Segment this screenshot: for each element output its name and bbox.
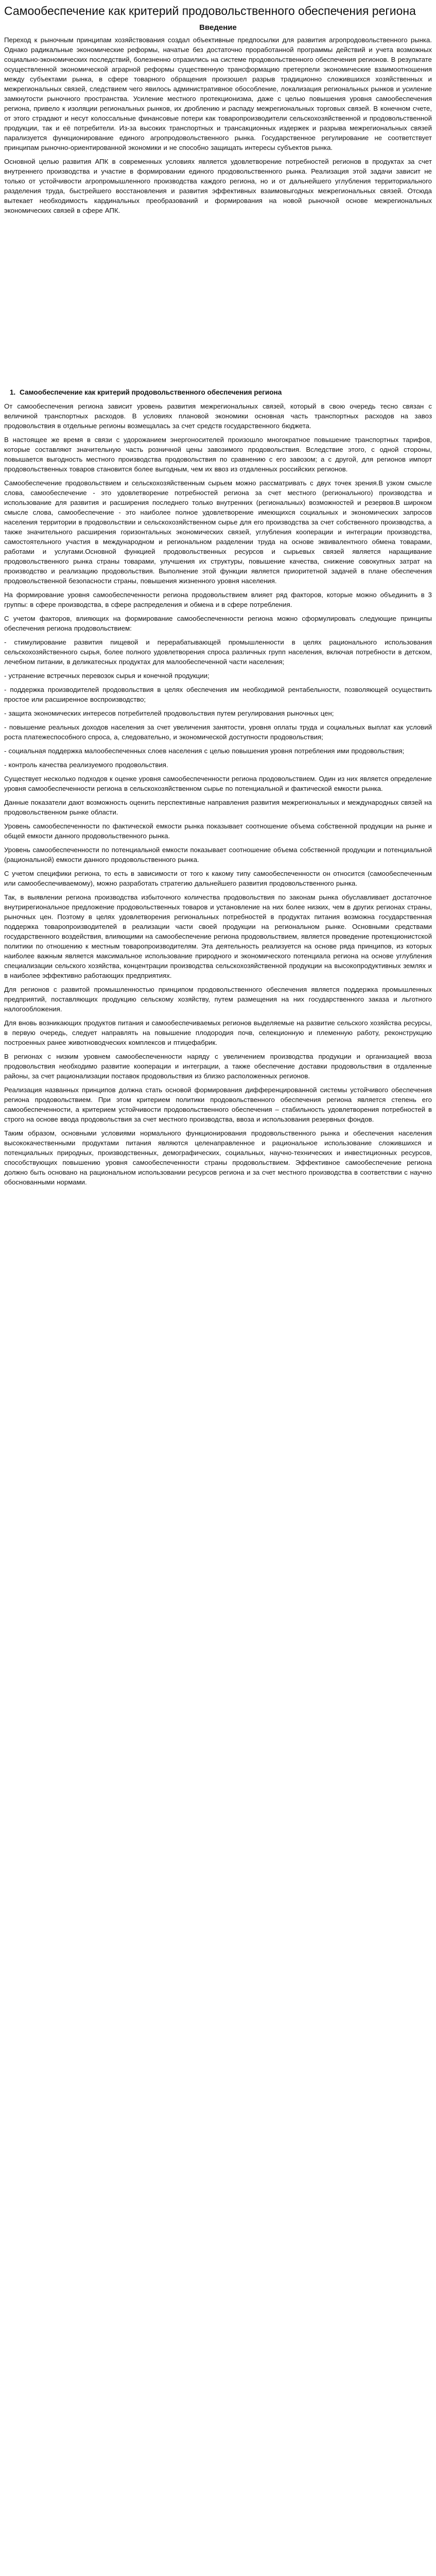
section-paragraph: Для вновь возникающих продуктов питания и самообеспечиваемых регионов выделяемые на развитие сельского хозяйства ресурсы, в первую очередь, следует направлять на повышение плодородия почв, селекционную и племенную работу, реконструкцию построенных ранее животноводческих комплексов и птицефабрик. xyxy=(4,1019,432,1046)
section-paragraph: - устранение встречных перевозок сырья и конечной продукции; xyxy=(4,672,210,680)
section-heading-list xyxy=(4,388,432,396)
section-paragraph: - социальная поддержка малообеспеченных слоев населения с целью повышения уровня потребления ими продовольствия; xyxy=(4,747,405,755)
section-paragraph: Реализация названных принципов должна стать основой формирования дифференцированной системы устойчивого обеспечения региона продовольствием. При этом критерием политики продовольственного обеспечения региона является степень его самообеспеченности, а критерием устойчивости продовольственного обеспечения – стабильность удовлетворения потребностей в строго на основе ввода продовольствия за счет местного производства, ввоза и использования резервных фондов. xyxy=(4,1086,432,1123)
section-paragraph: Уровень самообеспеченности по потенциальной емкости показывает соотношение объема собственной продукции и потенциальной (рациональной) емкости данного продовольственного рынка. xyxy=(4,846,432,863)
section-paragraph: - контроль качества реализуемого продовольствия. xyxy=(4,761,168,769)
section-paragraph: На формирование уровня самообеспеченности региона продовольствием влияет ряд факторов, которые можно объединить в 3 группы: в сфере производства, в сфере распределения и обмена и в сфере потребления. xyxy=(4,591,432,608)
page-title: Самообеспечение как критерий продовольственного обеспечения региона xyxy=(4,4,416,18)
section-paragraph: - повышение реальных доходов населения за счет увеличения занятости, уровня оплаты труда и социальных выплат как условий роста платежеспособного спроса, а, следовательно, и экономической доступности продовольствия; xyxy=(4,723,432,741)
section-paragraph: - поддержка производителей продовольствия в целях обеспечения им необходимой рентабельности, позволяющей осуществить простое или расширенное воспроизводство; xyxy=(4,686,432,703)
section-paragraph: Уровень самообеспеченности по фактической емкости рынка показывает соотношение объема собственной продукции на рынке и общей емкости данного продовольственного рынка. xyxy=(4,822,432,840)
intro-paragraph: Основной целью развития АПК в современных условиях является удовлетворение потребностей регионов в продуктах за счет внутреннего производства и участие в формировании единого продовольственного рынка. Реализация этой задачи зависит не только от устойчивости агропромышленного производства каждого региона, но и от дальнейшего углубления территориального разделения труда, быстрейшего восстановления и развития эффективных взаимовыгодных межрегиональных связей. Отсюда вытекает необходимость кардинальных преобразований и формирования на новой рыночной основе межрегиональных экономических связей в сфере АПК. xyxy=(4,158,432,214)
intro-paragraph: Переход к рыночным принципам хозяйствования создал объективные предпосылки для развития агропродовольственного рынка. Однако радикальные экономические реформы, начатые без достаточно проработанной программы действий и учета возможных социально-экономических последствий, болезненно отразились на системе продовольственного обеспечения регионов. В результате осуществленной экономической аграрной реформы существенную трансформацию претерпели экономические взаимоотношения между субъектами рынка, в сфере товарного обращения произошел разрыв традиционно сложившихся хозяйственных и межрегиональных связей, следствием чего явилось административное обособление, локализация региональных рынков и усиление замкнутости рыночного пространства. Усиление местного протекционизма, даже с целью повышения уровня самообеспечения региона, привело к изоляции региональных рынков, их дроблению и распаду межрегиональных торговых связей. В конечном счете, от этого страдают и несут колоссальные финансовые потери как товаропроизводители сельскохозяйственной и продовольственной продукции, так и её потребители. Из-за высоких транспортных и трансакционных издержек и разрыва межрегиональных связей парализуется функционирование единого агропродовольственного рынка. Государственное регулирование не соответствует принципам рыночно-ориентированной экономики и не способно защищать интересы субъектов рынка. xyxy=(4,36,432,151)
section-paragraph: - стимулирование развития пищевой и перерабатывающей промышленности в целях рационального использования сельскохозяйственного сырья, более полного удовлетворения спроса различных групп населения, включая потребности в детском, лечебном питании, в деликатесных продуктах для малообеспеченной части населения; xyxy=(4,638,432,666)
section-heading-text: Самообеспечение как критерий продовольственного обеспечения региона xyxy=(20,388,282,396)
section-paragraph: Существует несколько подходов к оценке уровня самообеспеченности региона продовольствием. Один из них является определение уровня самообеспеченности региона в сельскохозяйственном сырье по потенциальной и фактической емкости рынка. xyxy=(4,775,432,792)
intro-heading: Введение xyxy=(199,23,237,32)
section-paragraph: С учетом факторов, влияющих на формирование самообеспеченности региона можно сформулировать следующие принципы обеспечения региона продовольствием: xyxy=(4,615,432,632)
section-heading xyxy=(18,388,432,396)
section-paragraph: От самообеспечения региона зависит уровень развития межрегиональных связей, который в свою очередь тесно связан с величиной транспортных расходов. В условиях плановой экономики основная часть транспортных расходов на завоз продовольствия в отдельные регионы возмещалась за счет средств государственного бюджета. xyxy=(4,402,432,430)
section-paragraph: Данные показатели дают возможность оценить перспективные направления развития межрегиональных и международных связей на продовольственном рынке области. xyxy=(4,799,432,816)
section-paragraph: В регионах с низким уровнем самообеспеченности наряду с увеличением производства продукции и организацией ввоза продовольствия необходимо развитие кооперации и интеграции, а также обеспечение доставки продовольствия в отдаленные районы, за счет рационализации поставок продовольствия из близко расположенных регионов. xyxy=(4,1053,432,1080)
intro-section xyxy=(4,35,432,215)
section-paragraph: С учетом специфики региона, то есть в зависимости от того к какому типу самообеспеченности он относится (самообеспеченным или самообеспечиваемому), можно разработать стратегию дальнейшего развития продовольственного рынка. xyxy=(4,870,432,887)
section-paragraph: - защита экономических интересов потребителей продовольствия путем регулирования рыночных цен; xyxy=(4,709,334,717)
blank-space xyxy=(4,219,432,384)
section-paragraph: В настоящее же время в связи с удорожанием энергоносителей произошло многократное повышение транспортных тарифов, которые составляют значительную часть розничной цены завозимого продовольствия. Вследствие этого, с одной стороны, повышается выгодность местного производства продовольствия по сравнению с его завозом; а с другой, для регионов импорт продовольственных товаров становится более выгодным, чем их ввоз из отдаленных российских регионов. xyxy=(4,436,432,473)
section-body xyxy=(4,401,432,1187)
document-page xyxy=(0,0,436,1196)
section-paragraph: Таким образом, основными условиями нормального функционирования продовольственного рынка и обеспечения населения высококачественными продуктами питания являются целенаправленное и рациональное использование сложившихся и потенциальных природных, производственных, демографических, социальных, научно-технических и инвестиционных ресурсов, способствующих повышению уровня самообеспеченности страны продовольствием. Эффективное самообеспечение региона должно быть основано на рациональном использовании ресурсов региона и за счет местного производства в соответствии с научно обоснованными нормами. xyxy=(4,1129,432,1186)
section-paragraph: Так, в выявлении региона производства избыточного количества продовольствия по законам рынка обуславливает достаточное внутрирегиональное предложение продовольственных товаров и установление на них более низких, чем в других регионах страны, рыночных цен. Поэтому в целях удовлетворения региональных потребностей в продуктах питания возможна государственная поддержка товаропроизводителей в реализации части своей продукции на региональном рынке. Основными средствами государственного воздействия, влияющими на самообеспечение региона продовольствием, является проведение протекционистской политики по отношению к местным товаропроизводителям. Эта деятельность реализуется на основе ряда принципов, из которых наиболее важным является максимальное использование природного и экономического потенциала региона на основе углубления специализации сельского хозяйства, концентрации производства сельскохозяйственной продукции на высокопродуктивных землях и в наиболее эффективно работающих предприятиях. xyxy=(4,893,432,979)
section-paragraph: Для регионов с развитой промышленностью принципом продовольственного обеспечения является поддержка промышленных предприятий, поставляющих продукцию сельскому хозяйству, путем размещения на них государственного заказа и льготного налогообложения. xyxy=(4,986,432,1013)
section-paragraph: Самообеспечение продовольствием и сельскохозяйственным сырьем можно рассматривать с двух точек зрения.В узком смысле слова, самообеспечение - это удовлетворение потребностей региона за счет местного (регионального) производства и использование для развития и расширения последнего только внутренних (региональных) возможностей и резервов.В широком смысле слова, самообеспечение - это наиболее полное удовлетворение имеющихся социальных и экономических запросов населения территории в продовольствии и сельскохозяйственном сырье для его производства за счет собственного производства, а также значительного расширения горизонтальных экономических связей, углубления кооперации и интеграции производства, самостоятельного участия в международном и региональном разделении труда на основе эквивалентного обмена товарами, работами и услугами.Основной функцией продовольственных ресурсов и сырьевых связей является наращивание продовольственного рынка страны товарами, улучшения их структуры, повышение качества, снижение совокупных затрат на производство и реализацию продовольствия. Выполнение этой функции является приоритетной задачей в плане обеспечения продовольственной безопасности страны, повышения жизненного уровня населения. xyxy=(4,479,432,585)
